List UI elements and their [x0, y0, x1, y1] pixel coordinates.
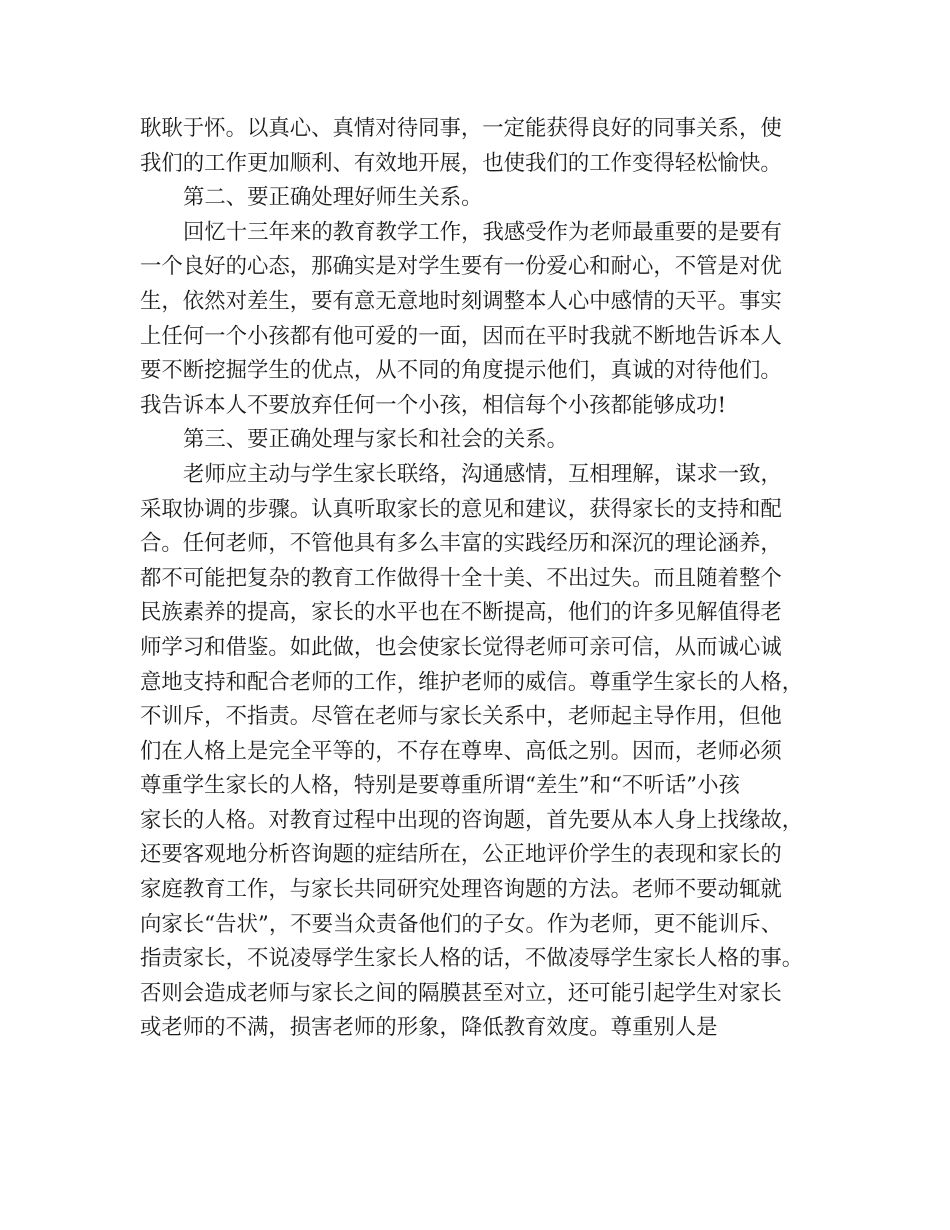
- text-line: 否则会造成老师与家长之间的隔膜甚至对立，还可能引起学生对家长: [140, 980, 782, 1006]
- text-line: 生，依然对差生，要有意无意地时刻调整本人心中感情的天平。事实: [140, 288, 782, 314]
- text-line: 要不断挖掘学生的优点，从不同的角度提示他们，真诚的对待他们。: [140, 358, 782, 384]
- text-line: 尊重学生家长的人格，特别是要尊重所谓“差生”和“不听话”小孩: [140, 773, 740, 799]
- text-line: 家庭教育工作，与家长共同研究处理咨询题的方法。老师不要动辄就: [140, 877, 782, 903]
- text-line: 或老师的不满，损害老师的形象，降低教育效度。尊重别人是: [140, 1015, 718, 1041]
- text-line: 还要客观地分析咨询题的症结所在，公正地评价学生的表现和家长的: [140, 842, 782, 868]
- text-line: 指责家长，不说凌辱学生家长人格的话，不做凌辱学生家长人格的事。: [140, 946, 804, 972]
- text-line: 采取协调的步骤。认真听取家长的意见和建议，获得家长的支持和配: [140, 496, 782, 522]
- text-line: 向家长“告状”，不要当众责备他们的子女。作为老师，更不能训斥、: [140, 911, 783, 937]
- paragraph-first-line: 第二、要正确处理好师生关系。: [183, 185, 483, 211]
- text-line: 我告诉本人不要放弃任何一个小孩，相信每个小孩都能够成功!: [140, 392, 727, 418]
- text-line: 耿耿于怀。以真心、真情对待同事，一定能获得良好的同事关系，使: [140, 116, 782, 141]
- text-line: 我们的工作更加顺利、有效地开展，也使我们的工作变得轻松愉快。: [140, 150, 782, 176]
- body-text: [140, 112, 825, 1046]
- text-line: 不训斥，不指责。尽管在老师与家长关系中，老师起主导作用，但他: [140, 704, 782, 730]
- text-line: 师学习和借鉴。如此做，也会使家长觉得老师可亲可信，从而诚心诚: [140, 634, 782, 660]
- text-line: 家长的人格。对教育过程中出现的咨询题，首先要从本人身上找缘故，: [140, 807, 804, 833]
- text-line: 合。任何老师，不管他具有多么丰富的实践经历和深沉的理论涵养，: [140, 531, 782, 557]
- text-line: 上任何一个小孩都有他可爱的一面，因而在平时我就不断地告诉本人: [140, 323, 782, 349]
- text-line: 都不可能把复杂的教育工作做得十全十美、不出过失。而且随着整个: [140, 565, 782, 591]
- paragraph-first-line: 第三、要正确处理与家长和社会的关系。: [183, 427, 569, 453]
- text-line: 们在人格上是完全平等的，不存在尊卑、高低之别。因而，老师必须: [140, 738, 782, 764]
- text-line: 民族素养的提高，家长的水平也在不断提高，他们的许多见解值得老: [140, 600, 782, 626]
- paragraph-first-line: 老师应主动与学生家长联络，沟通感情，互相理解，谋求一致，: [183, 461, 782, 487]
- text-line: 一个良好的心态，那确实是对学生要有一份爱心和耐心，不管是对优: [140, 254, 782, 280]
- text-line: 意地支持和配合老师的工作，维护老师的威信。尊重学生家长的人格，: [140, 669, 804, 695]
- paragraph-first-line: 回忆十三年来的教育教学工作，我感受作为老师最重要的是要有: [183, 219, 782, 245]
